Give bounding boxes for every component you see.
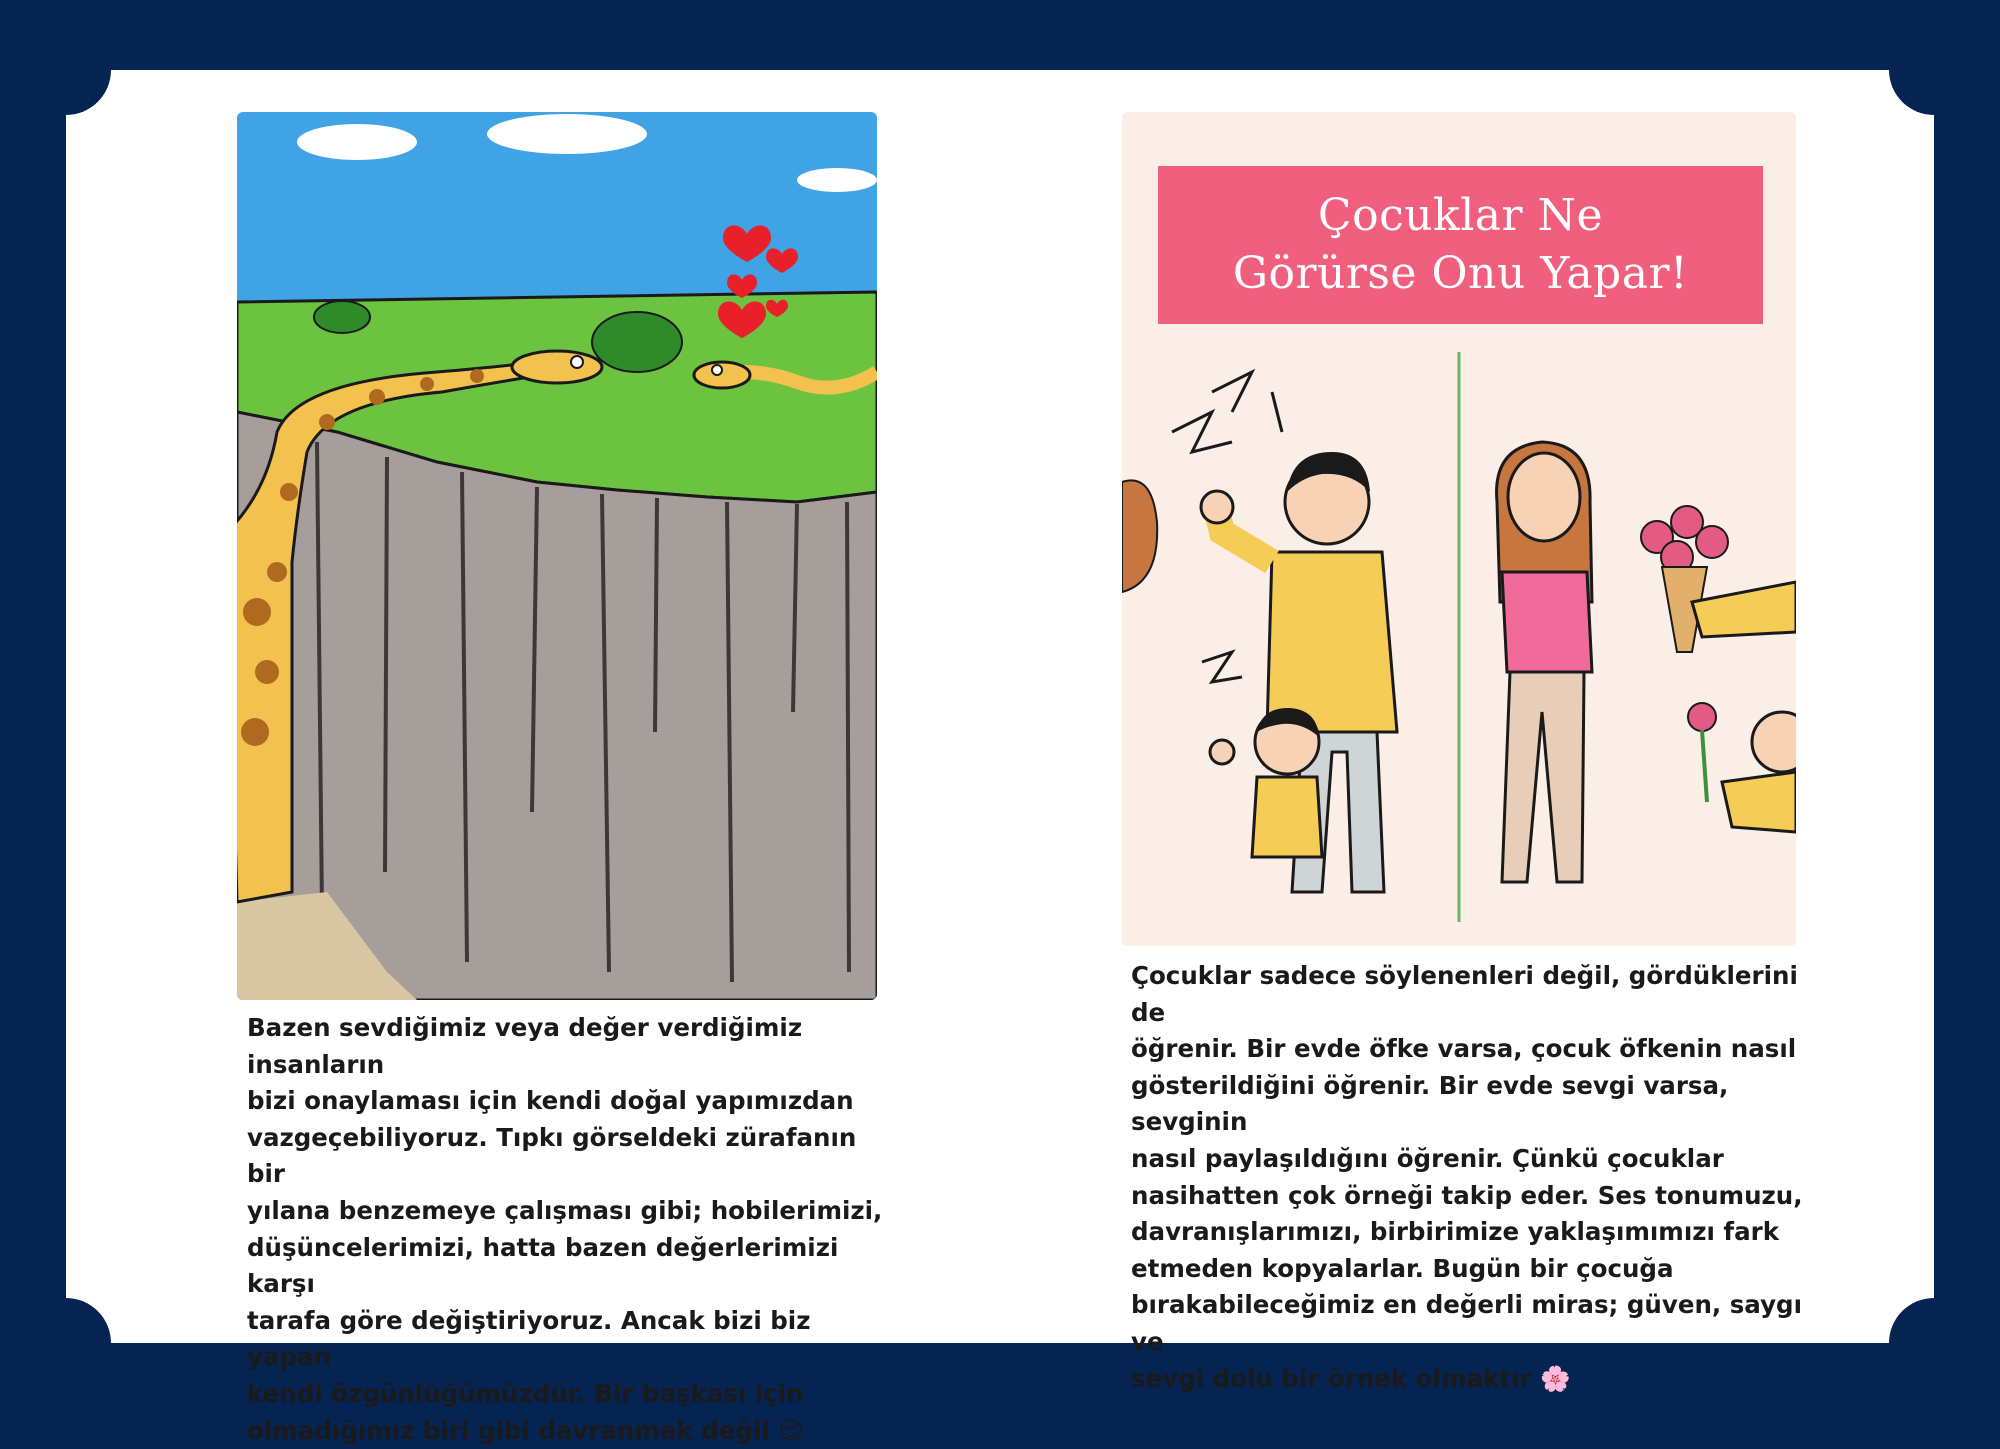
corner-notch-bottom-right [1889, 1298, 1979, 1388]
giraffe-cartoon-image [237, 112, 877, 1000]
right-caption: Çocuklar sadece söylenenleri değil, gördüklerini de öğrenir. Bir evde öfke varsa, çocuk öfkenin nasıl gösterildiğini öğrenir. Bir evde sevgi varsa, sevginin nasıl paylaşıldığını öğrenir. Çünkü çocuklar nasihatten çok örneği takip eder. Ses tonumuzu, davranışlarımızı, birbirimize yaklaşımımızı fark etmeden kopyalarlar. Bugün bir çocuğa bırakabileceğimiz en değerli miras; güven, saygı ve sevgi dolu bir örnek olmaktır 🌸 [1131, 961, 1803, 1393]
corner-notch-bottom-left [21, 1298, 111, 1388]
poster-title-line-2: Görürse Onu Yapar! [1232, 248, 1689, 299]
parenting-poster-image [1122, 112, 1796, 946]
page-frame [66, 70, 1934, 1445]
left-caption: Bazen sevdiğimiz veya değer verdiğimiz insanların bizi onaylaması için kendi doğal yapımızdan vazgeçebiliyoruz. Tıpkı görseldeki zürafanın bir yılana benzemeye çalışması gibi; hobilerimizi, düşüncelerimizi, hatta bazen değerlerimizi karşı tarafa göre değiştiriyoruz. Ancak bizi biz yapan kendi özgünlüğümüzdür. Bir başkası için olmadığımız biri gibi davranmak değil 😌 [247, 1013, 883, 1445]
poster-title-line-1: Çocuklar Ne [1317, 190, 1604, 241]
poster-title-banner [1158, 166, 1763, 324]
corner-notch-top-right [1889, 25, 1979, 115]
corner-notch-top-left [21, 25, 111, 115]
